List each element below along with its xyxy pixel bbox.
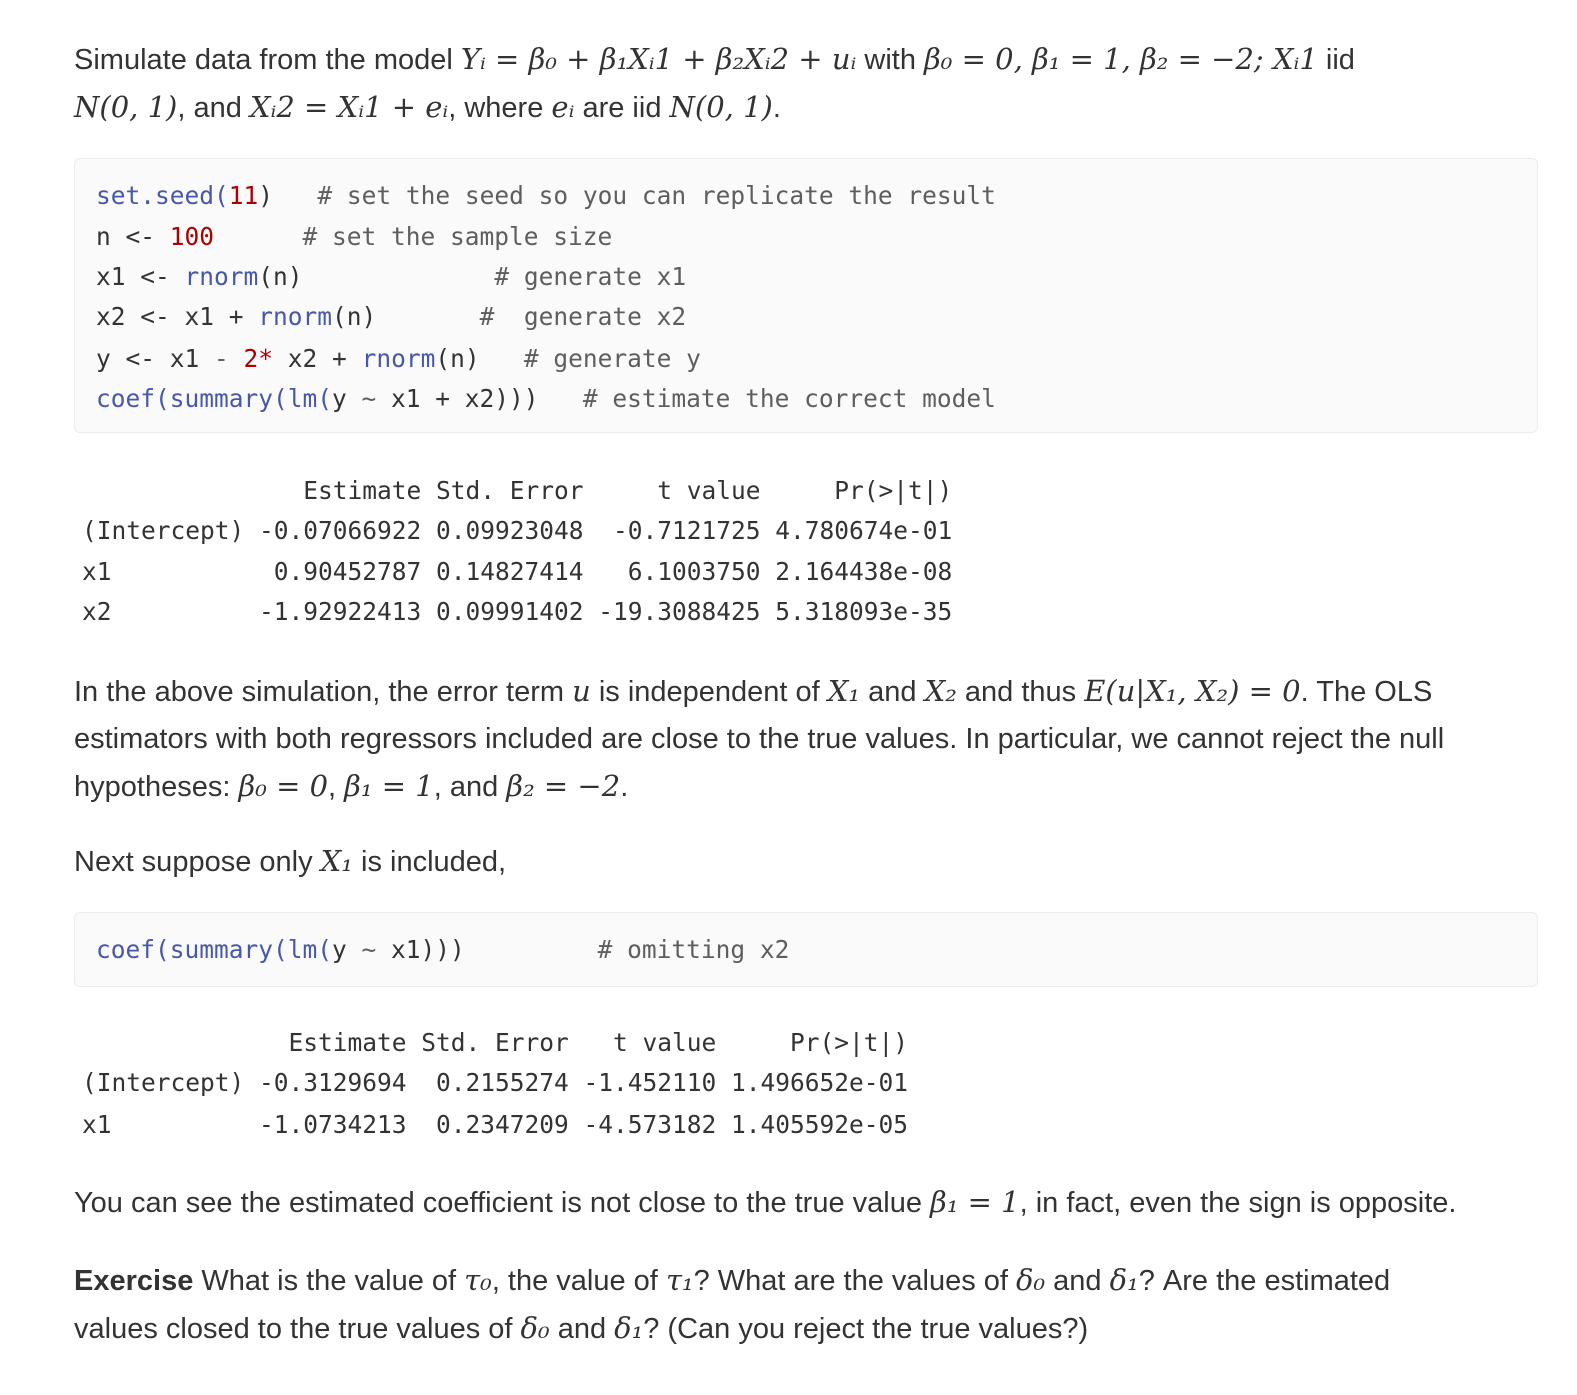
code-line: x1 <- rnorm(n) # generate x1 — [96, 262, 687, 291]
output-row: (Intercept) -0.07066922 0.09923048 -0.7121725 4.780674e-01 — [82, 516, 953, 545]
delta1-symbol: δ₁ — [1109, 1263, 1139, 1297]
regressor-x1: X₁ — [320, 844, 353, 878]
output-row: x1 -1.0734213 0.2347209 -4.573182 1.405592e-05 — [82, 1110, 909, 1139]
regressor-x2: X₂ — [924, 674, 957, 708]
code-line: y <- x1 - 2* x2 + rnorm(n) # generate y — [96, 344, 701, 373]
intro-text-6: are iid — [574, 92, 670, 124]
normal-dist-1: N(0, 1) — [74, 90, 178, 124]
exercise-paragraph: Exercise What is the value of τ₀, the value of τ₁? What are the values of δ₀ and δ₁? Are the estimated values closed to the true values of δ₀ and δ₁? (Can you reject the true values?) — [74, 1263, 1391, 1345]
output-header: Estimate Std. Error t value Pr(>|t|) — [82, 476, 953, 505]
tau0-symbol: τ₀ — [464, 1263, 492, 1297]
normal-dist-2: N(0, 1) — [669, 90, 773, 124]
intro-text-7: . — [772, 92, 781, 124]
delta0-symbol: δ₀ — [520, 1311, 550, 1345]
intro-text-5: , where — [448, 92, 552, 124]
conclusion-paragraph: You can see the estimated coefficient is not close to the true value β₁ = 1, in fact, even the sign is opposite. — [74, 1185, 1457, 1219]
x2-definition: Xᵢ2 = Xᵢ1 + eᵢ — [249, 90, 449, 124]
output-row: x2 -1.92922413 0.09991402 -19.3088425 5.318093e-35 — [82, 597, 953, 626]
explanation-paragraph: In the above simulation, the error term u is independent of X₁ and X₂ and thus E(u|X₁, X₂) = 0. The OLS estimators with both regressors included are close to the true values. In particular, we cannot reject the null hypotheses: β₀ = 0, β₁ = 1, and β₂ = −2. — [74, 674, 1445, 803]
intro-text-3: iid — [1317, 44, 1355, 76]
exercise-label: Exercise — [74, 1265, 194, 1297]
intro-text-4: , and — [177, 92, 250, 124]
code-line: x2 <- x1 + rnorm(n) # generate x2 — [96, 302, 687, 331]
conditional-expectation: E(u|X₁, X₂) = 0 — [1084, 674, 1301, 708]
hypothesis-b0: β₀ = 0 — [238, 769, 329, 803]
intro-text-1: Simulate data from the model — [74, 44, 461, 76]
intro-paragraph — [74, 36, 1544, 132]
true-beta1: β₁ = 1 — [930, 1185, 1020, 1219]
error-e: eᵢ — [551, 90, 575, 124]
tau1-symbol: τ₁ — [665, 1263, 694, 1297]
code-line: n <- 100 # set the sample size — [96, 222, 613, 251]
output-header: Estimate Std. Error t value Pr(>|t|) — [82, 1028, 909, 1057]
code-line: coef(summary(lm(y ~ x1 + x2))) # estimate the correct model — [96, 384, 996, 413]
code-block-1 — [74, 158, 1538, 433]
output-row: x1 0.90452787 0.14827414 6.1003750 2.164438e-08 — [82, 557, 953, 586]
code-line: coef(summary(lm(y ~ x1))) # omitting x2 — [96, 935, 790, 964]
hypothesis-b2: β₂ = −2 — [506, 769, 621, 803]
code-block-2 — [74, 912, 1538, 987]
intro-text-2: with — [856, 44, 925, 76]
code-line: set.seed(11) # set the seed so you can replicate the result — [96, 181, 996, 210]
output-row: (Intercept) -0.3129694 0.2155274 -1.452110 1.496652e-01 — [82, 1068, 909, 1097]
regressor-x1: X₁ — [827, 674, 861, 708]
delta0-symbol: δ₀ — [1016, 1263, 1046, 1297]
delta1-symbol: δ₁ — [614, 1311, 644, 1345]
hypothesis-b1: β₁ = 1 — [344, 769, 434, 803]
model-equation: Yᵢ = β₀ + β₁Xᵢ1 + β₂Xᵢ2 + uᵢ — [460, 42, 857, 76]
true-parameters: β₀ = 0, β₁ = 1, β₂ = −2; Xᵢ1 — [924, 42, 1318, 76]
next-paragraph: Next suppose only X₁ is included, — [74, 844, 507, 878]
error-term-u: u — [572, 674, 591, 708]
